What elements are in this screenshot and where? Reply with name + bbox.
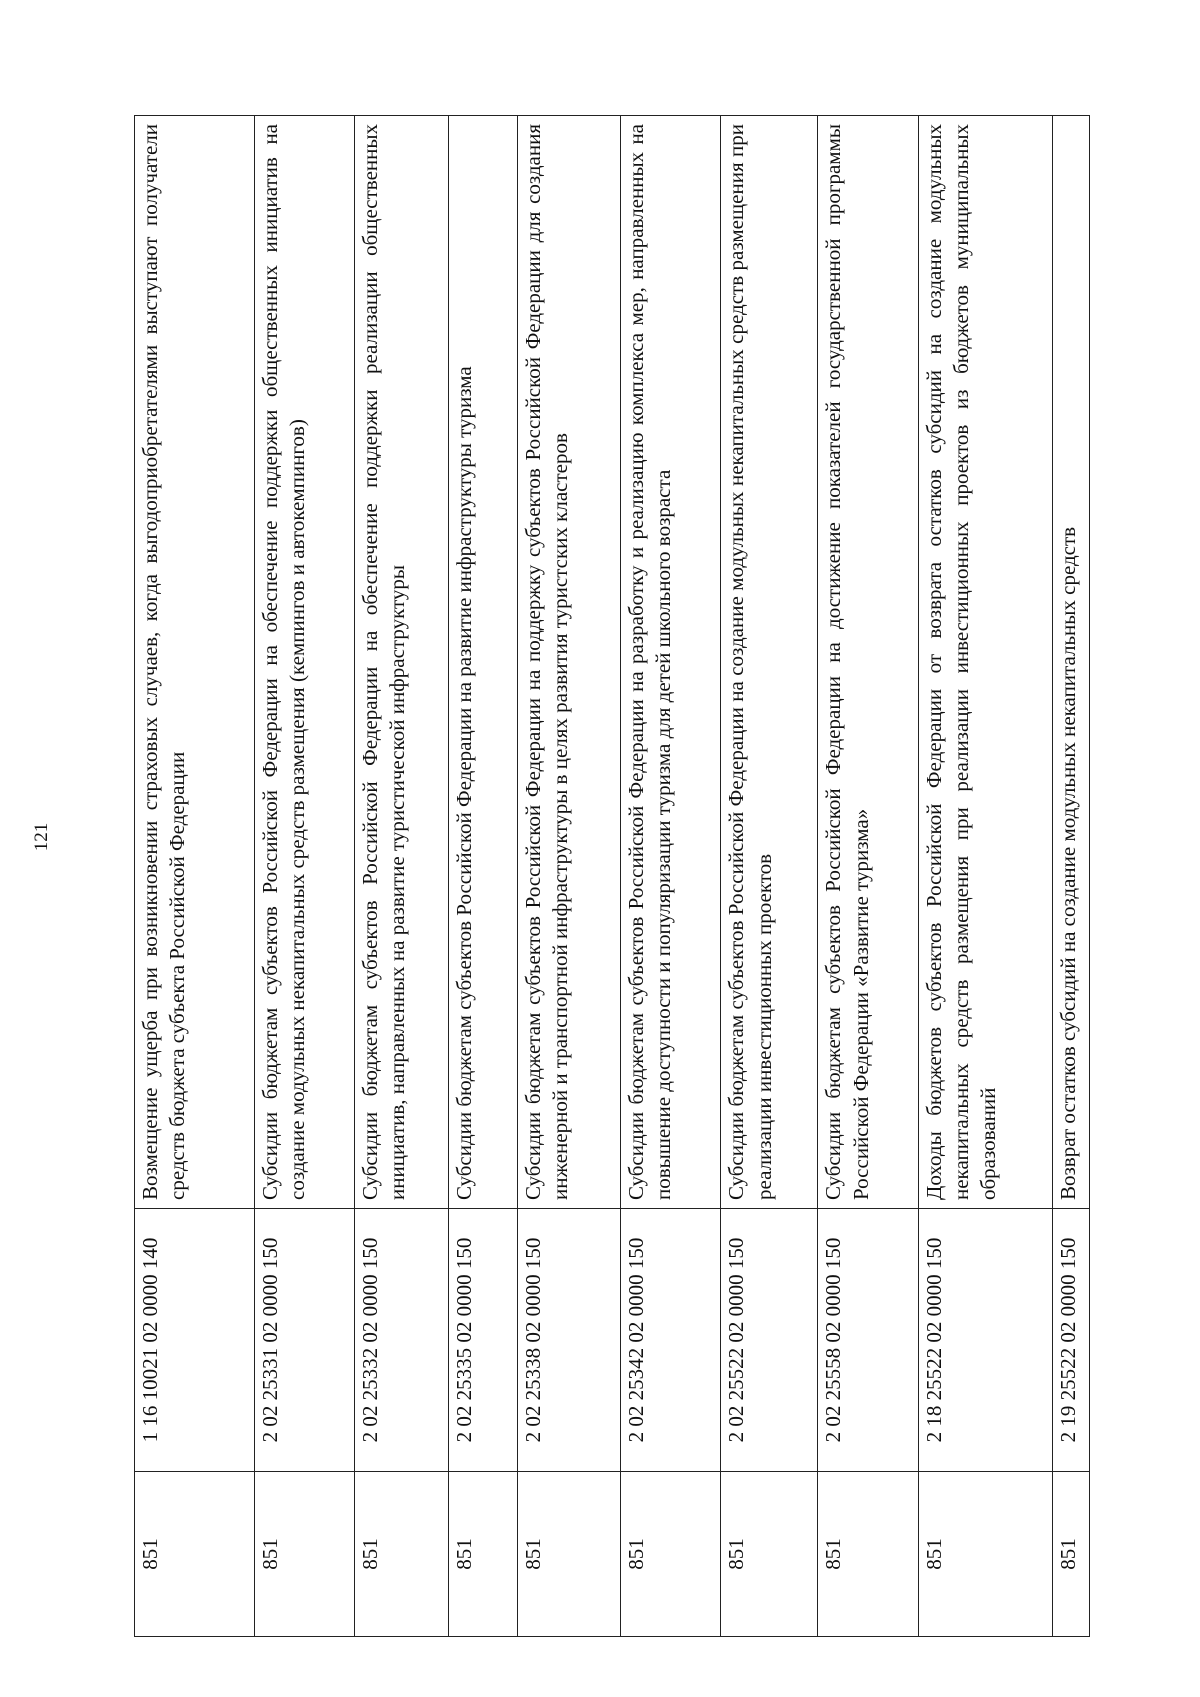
budget-code-cell: 2 02 25342 02 0000 150 <box>621 1209 721 1472</box>
admin-code-cell: 851 <box>918 1472 1053 1637</box>
revenue-name-cell: Субсидии бюджетам субъектов Российской Федерации на обеспечение поддержки реализации общественных инициатив, направленных на развитие туристической инфраструктуры <box>354 116 448 1209</box>
admin-code-cell: 851 <box>818 1472 918 1637</box>
page-number: 121 <box>31 822 52 852</box>
table-row <box>818 116 918 1637</box>
admin-code-cell: 851 <box>448 1472 517 1637</box>
budget-code-cell: 2 02 25335 02 0000 150 <box>448 1209 517 1472</box>
admin-code-cell: 851 <box>1053 1472 1090 1637</box>
table-row <box>448 116 517 1637</box>
admin-code-cell: 851 <box>517 1472 620 1637</box>
table-row <box>135 116 255 1637</box>
revenue-name-cell: Субсидии бюджетам субъектов Российской Федерации на развитие инфраструктуры туризма <box>448 116 517 1209</box>
revenue-codes-table <box>134 115 1090 1637</box>
budget-code-cell: 2 19 25522 02 0000 150 <box>1053 1209 1090 1472</box>
budget-code-cell: 2 02 25332 02 0000 150 <box>354 1209 448 1472</box>
table-row <box>1053 116 1090 1637</box>
revenue-name-cell: Возврат остатков субсидий на создание модульных некапитальных средств <box>1053 116 1090 1209</box>
budget-code-cell: 1 16 10021 02 0000 140 <box>135 1209 255 1472</box>
revenue-name-cell: Возмещение ущерба при возникновении страховых случаев, когда выгодоприобретателями выступают получатели средств бюджета субъекта Российской Федерации <box>135 116 255 1209</box>
admin-code-cell: 851 <box>254 1472 354 1637</box>
budget-code-cell: 2 02 25522 02 0000 150 <box>721 1209 818 1472</box>
budget-code-cell: 2 02 25338 02 0000 150 <box>517 1209 620 1472</box>
revenue-name-cell: Субсидии бюджетам субъектов Российской Федерации на создание модульных некапитальных средств размещения при реализации инвестиционных проектов <box>721 116 818 1209</box>
revenue-name-cell: Субсидии бюджетам субъектов Российской Федерации на разработку и реализацию комплекса мер, направленных на повышение доступности и популяризации туризма для детей школьного возраста <box>621 116 721 1209</box>
rotated-table-container <box>134 115 1090 1637</box>
table-row <box>918 116 1053 1637</box>
admin-code-cell: 851 <box>354 1472 448 1637</box>
revenue-name-cell: Субсидии бюджетам субъектов Российской Федерации на обеспечение поддержки общественных инициатив на создание модульных некапитальных средств размещения (кемпингов и автокемпингов) <box>254 116 354 1209</box>
table-row <box>721 116 818 1637</box>
table-row <box>354 116 448 1637</box>
revenue-name-cell: Субсидии бюджетам субъектов Российской Федерации на поддержку субъектов Российской Федерации для создания инженерной и транспортной инфраструктуры в целях развития туристских кластеров <box>517 116 620 1209</box>
admin-code-cell: 851 <box>135 1472 255 1637</box>
budget-code-cell: 2 18 25522 02 0000 150 <box>918 1209 1053 1472</box>
admin-code-cell: 851 <box>721 1472 818 1637</box>
revenue-name-cell: Субсидии бюджетам субъектов Российской Федерации на достижение показателей государственной программы Российской Федерации «Развитие туризма» <box>818 116 918 1209</box>
revenue-name-cell: Доходы бюджетов субъектов Российской Федерации от возврата остатков субсидий на создание модульных некапитальных средств размещения при реализации инвестиционных проектов из бюджетов муниципальных образований <box>918 116 1053 1209</box>
budget-code-cell: 2 02 25558 02 0000 150 <box>818 1209 918 1472</box>
table-row <box>621 116 721 1637</box>
admin-code-cell: 851 <box>621 1472 721 1637</box>
table-row <box>517 116 620 1637</box>
budget-code-cell: 2 02 25331 02 0000 150 <box>254 1209 354 1472</box>
table-row <box>254 116 354 1637</box>
